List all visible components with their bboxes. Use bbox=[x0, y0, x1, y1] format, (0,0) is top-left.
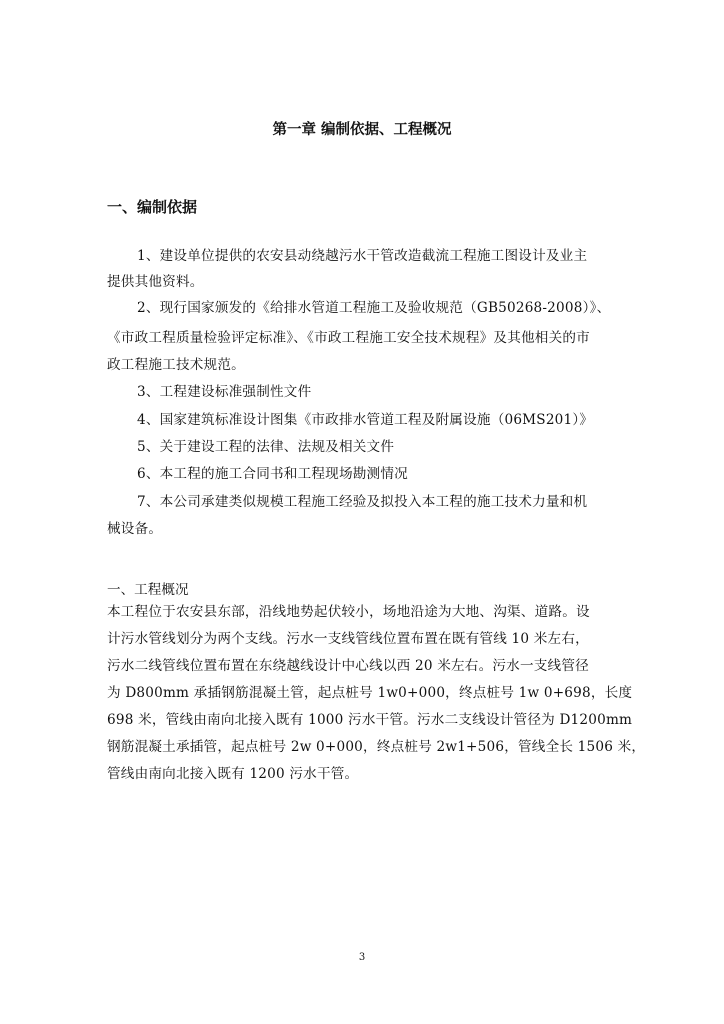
overview-line-6: 钢筋混凝土承插管，起点桩号 2w 0+000，终点桩号 2w1+506，管线全长 1506 米， bbox=[107, 739, 646, 755]
overview-line-7: 管线由南向北接入既有 1200 污水干管。 bbox=[107, 766, 359, 782]
basis-item-2-line-2: 《市政工程质量检验评定标准》、《市政工程施工安全技术规程》及其他相关的市 bbox=[107, 330, 590, 346]
basis-item-4: 4、国家建筑标准设计图集《市政排水管道工程及附属设施（06MS201）》 bbox=[137, 412, 594, 428]
basis-item-5: 5、关于建设工程的法律、法规及相关文件 bbox=[137, 439, 395, 455]
section-heading-overview: 一、工程概况 bbox=[107, 582, 189, 598]
section-heading-basis: 一、编制依据 bbox=[107, 198, 198, 216]
overview-line-5: 698 米，管线由南向北接入既有 1000 污水干管。污水二支线设计管径为 D1200mm bbox=[107, 712, 633, 728]
basis-item-6: 6、本工程的施工合同书和工程现场勘测情况 bbox=[137, 466, 408, 482]
basis-item-7-line-1: 7、本公司承建类似规模工程施工经验及拟投入本工程的施工技术力量和机 bbox=[137, 494, 588, 510]
basis-item-2-line-1: 2、现行国家颁发的《给排水管道工程施工及验收规范（GB50268-2008）》、 bbox=[137, 300, 611, 316]
overview-line-2: 计污水管线划分为两个支线。污水一支线管线位置布置在既有管线 10 米左右， bbox=[107, 631, 589, 647]
page-number: 3 bbox=[358, 952, 366, 963]
basis-item-1-line-1: 1、建设单位提供的农安县动绕越污水干管改造截流工程施工图设计及业主 bbox=[137, 248, 588, 264]
chapter-title: 第一章 编制依据、工程概况 bbox=[272, 122, 452, 138]
overview-line-3: 污水二线管线位置布置在东绕越线设计中心线以西 20 米左右。污水一支线管径 bbox=[107, 658, 589, 674]
overview-line-4: 为 D800mm 承插钢筋混凝土管，起点桩号 1w0+000，终点桩号 1w 0+698，长度 bbox=[107, 685, 633, 701]
basis-item-1-line-2: 提供其他资料。 bbox=[107, 274, 204, 290]
overview-line-1: 本工程位于农安县东部，沿线地势起伏较小，场地沿途为大地、沟渠、道路。设 bbox=[107, 604, 590, 620]
basis-item-7-line-2: 械设备。 bbox=[107, 521, 163, 537]
basis-item-3: 3、工程建设标准强制性文件 bbox=[137, 384, 312, 400]
basis-item-2-line-3: 政工程施工技术规范。 bbox=[107, 357, 245, 373]
